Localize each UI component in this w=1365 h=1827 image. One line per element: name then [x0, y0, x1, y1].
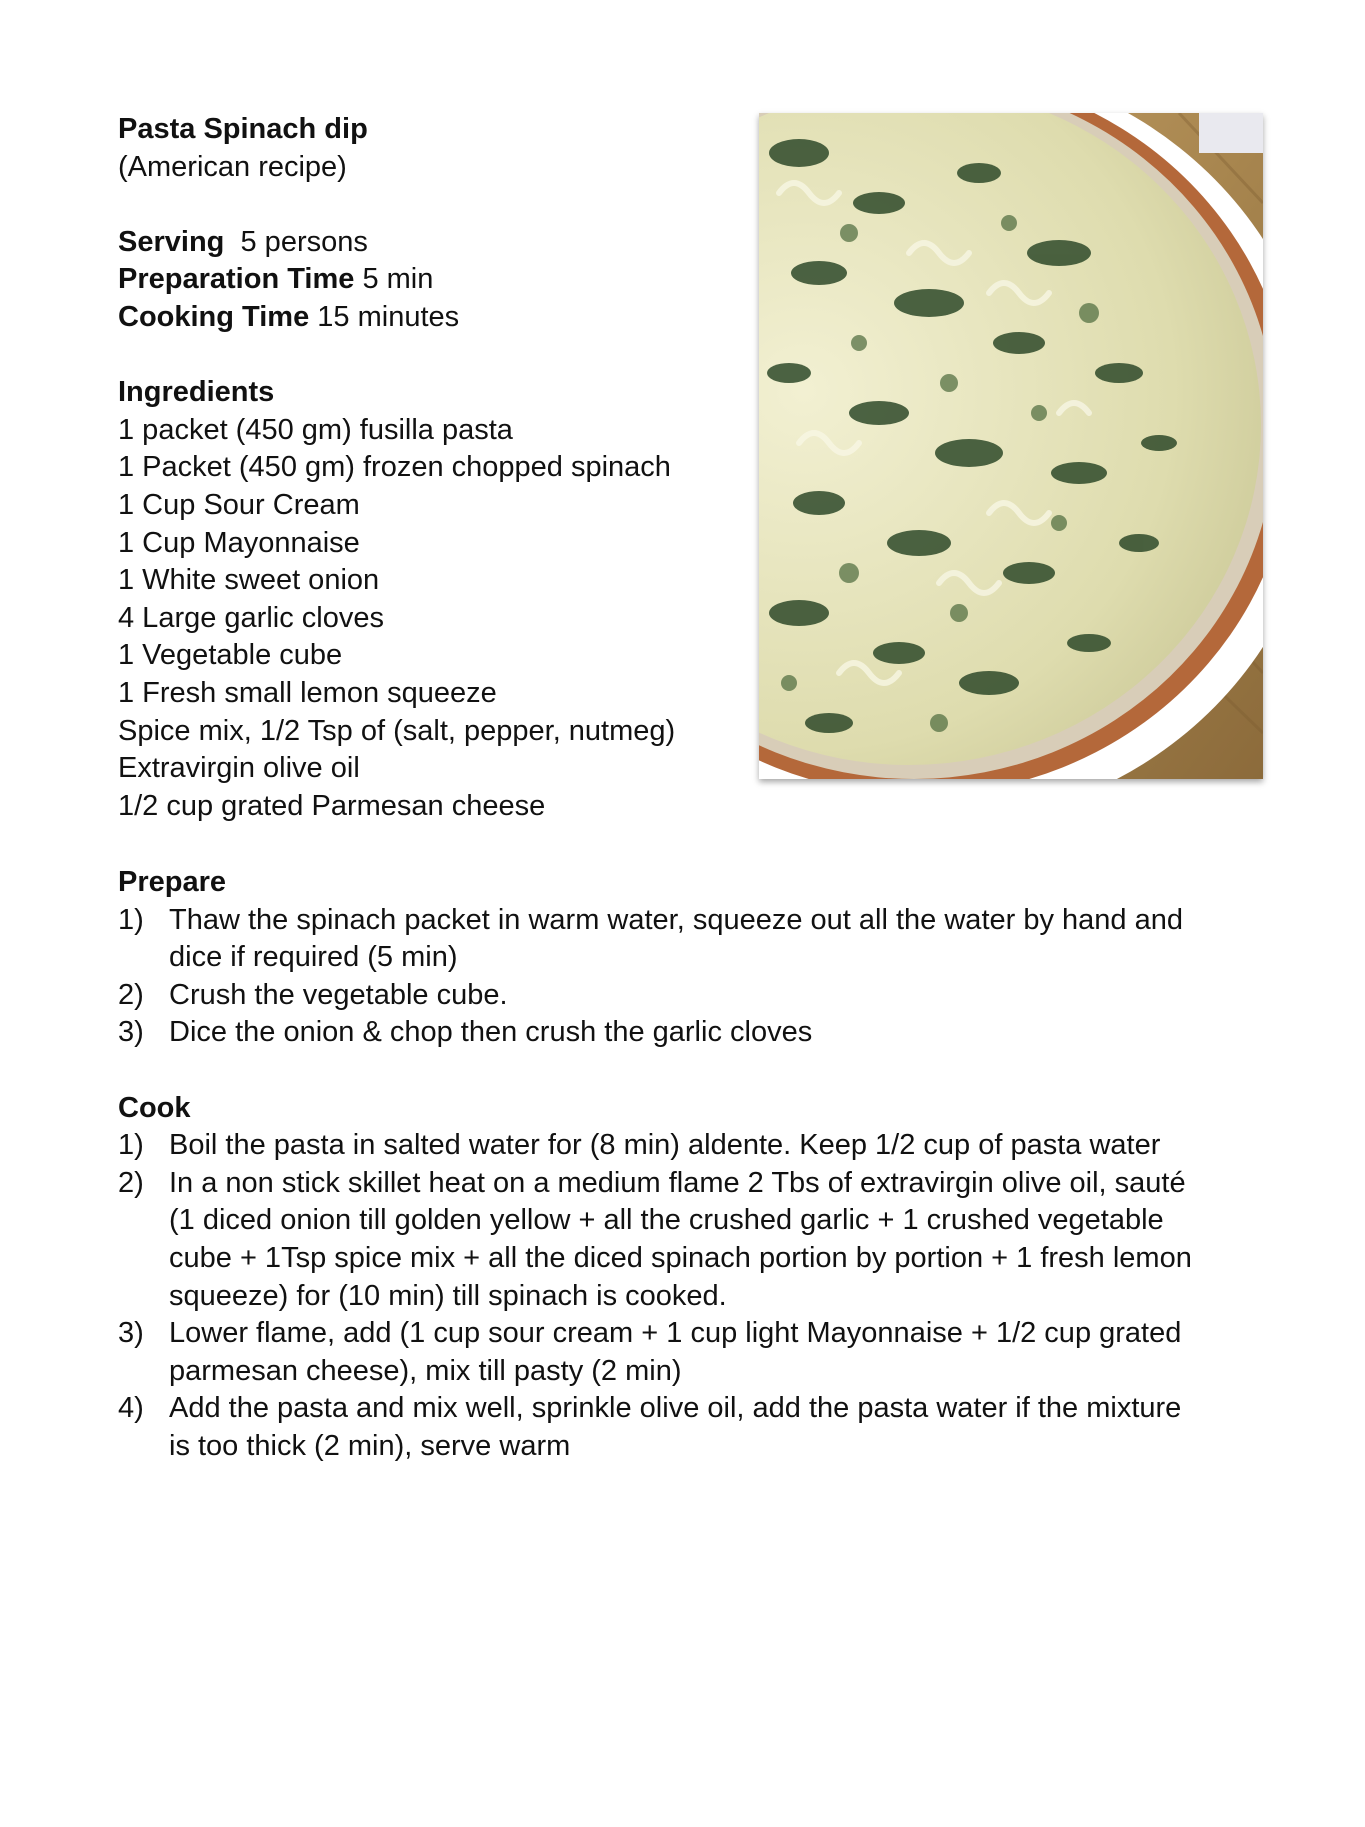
list-item — [118, 1014, 1268, 1052]
spacer — [118, 337, 738, 375]
step-text-line: cube + 1Tsp spice mix + all the diced spinach portion by portion + 1 fresh lemon — [169, 1241, 1192, 1274]
spacer — [118, 186, 738, 224]
step-text-line: (1 diced onion till golden yellow + all the crushed garlic + 1 crushed vegetable — [169, 1204, 1164, 1237]
step-text-line: Lower flame, add (1 cup sour cream + 1 cup light Mayonnaise + 1/2 cup grated — [169, 1317, 1182, 1350]
meta-value: 5 persons — [240, 225, 368, 258]
list-item — [118, 902, 1268, 977]
meta-label: Preparation Time — [118, 263, 355, 296]
dish-photo — [759, 113, 1263, 779]
ingredient-item: 1 Vegetable cube — [118, 639, 343, 672]
step-text-line: Add the pasta and mix well, sprinkle olive oil, add the pasta water if the mixture — [169, 1392, 1182, 1425]
ingredient-item: 1 Cup Mayonnaise — [118, 526, 360, 559]
ingredients-list — [118, 412, 738, 826]
step-number: 1) — [118, 1129, 144, 1162]
cook-heading: Cook — [118, 1091, 191, 1124]
recipe-title: Pasta Spinach dip — [118, 113, 368, 145]
instructions-section — [118, 864, 1268, 1466]
ingredient-item: 1 White sweet onion — [118, 564, 380, 597]
spacer — [118, 1052, 1268, 1090]
step-text-line: squeeze) for (10 min) till spinach is cooked. — [169, 1279, 727, 1312]
pasta-bowl-illustration — [759, 113, 1263, 779]
meta-label: Cooking Time — [118, 300, 310, 333]
list-item — [118, 1315, 1268, 1390]
meta-value: 5 min — [362, 263, 434, 296]
step-text-line: In a non stick skillet heat on a medium flame 2 Tbs of extravirgin olive oil, sauté — [169, 1166, 1186, 1199]
meta-label: Serving — [118, 225, 225, 258]
ingredients-heading: Ingredients — [118, 376, 275, 409]
step-text-line: Boil the pasta in salted water for (8 min) aldente. Keep 1/2 cup of pasta water — [169, 1129, 1161, 1162]
meta-serving — [118, 224, 738, 262]
step-number: 3) — [118, 1317, 144, 1350]
ingredient-item: Spice mix, 1/2 Tsp of (salt, pepper, nutmeg) — [118, 714, 676, 747]
step-text-line: Thaw the spinach packet in warm water, squeeze out all the water by hand and — [169, 903, 1183, 936]
recipe-subtitle: (American recipe) — [118, 150, 347, 183]
step-text-line: dice if required (5 min) — [169, 941, 458, 974]
ingredient-item: 4 Large garlic cloves — [118, 601, 384, 634]
step-number: 3) — [118, 1016, 144, 1049]
ingredient-item: Extravirgin olive oil — [118, 752, 360, 785]
cook-steps-list — [118, 1127, 1268, 1465]
prepare-heading: Prepare — [118, 866, 227, 898]
list-item — [118, 977, 1268, 1015]
step-number: 2) — [118, 1166, 144, 1199]
meta-value: 15 minutes — [317, 300, 460, 333]
step-text-line: Crush the vegetable cube. — [169, 978, 508, 1011]
step-text-line: is too thick (2 min), serve warm — [169, 1429, 571, 1462]
prepare-steps-list — [118, 902, 1268, 1052]
meta-preparation-time — [118, 261, 738, 299]
ingredient-item: 1 Packet (450 gm) frozen chopped spinach — [118, 451, 671, 484]
step-number: 1) — [118, 903, 144, 936]
ingredient-item: 1 Fresh small lemon squeeze — [118, 676, 497, 709]
list-item — [118, 1127, 1268, 1165]
list-item — [118, 1390, 1268, 1465]
step-number: 4) — [118, 1392, 144, 1425]
recipe-header-column — [118, 111, 738, 825]
ingredient-item: 1 Cup Sour Cream — [118, 488, 360, 521]
ingredient-item: 1 packet (450 gm) fusilla pasta — [118, 413, 513, 446]
step-text-line: parmesan cheese), mix till pasty (2 min) — [169, 1354, 682, 1387]
meta-cooking-time — [118, 299, 738, 337]
ingredient-item: 1/2 cup grated Parmesan cheese — [118, 789, 546, 822]
step-text-line: Dice the onion & chop then crush the garlic cloves — [169, 1016, 813, 1049]
step-number: 2) — [118, 978, 144, 1011]
list-item — [118, 1165, 1268, 1315]
